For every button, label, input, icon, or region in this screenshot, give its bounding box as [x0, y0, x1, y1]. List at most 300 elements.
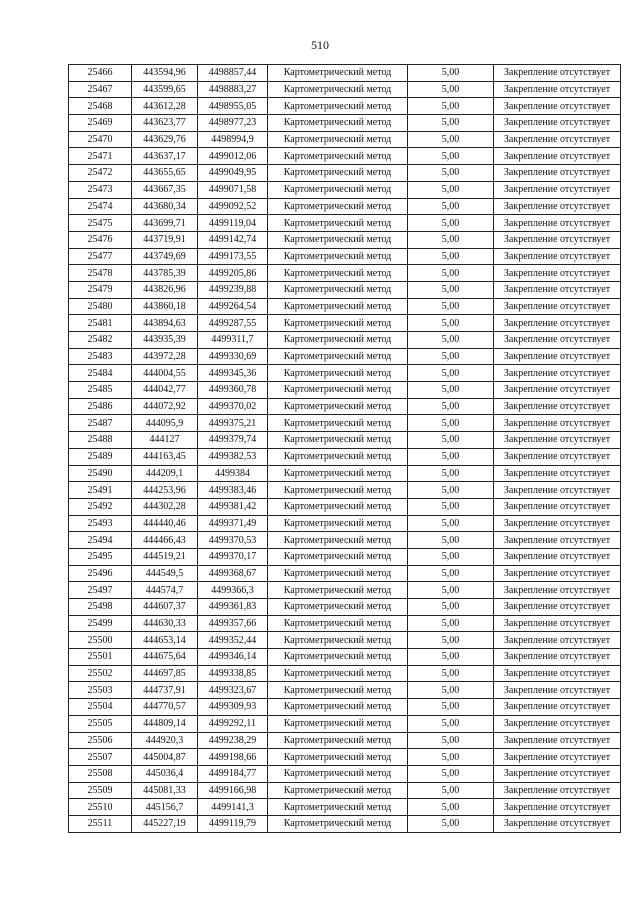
- y-coordinate-cell: 4499071,58: [198, 181, 268, 198]
- point-number-cell: 25486: [69, 398, 132, 415]
- fixing-description-cell: Закрепление отсутствует: [494, 482, 621, 499]
- table-row: [69, 532, 621, 549]
- table-row: [69, 732, 621, 749]
- accuracy-cell: 5,00: [408, 231, 494, 248]
- method-cell: Картометрический метод: [268, 515, 408, 532]
- y-coordinate-cell: 4499381,42: [198, 498, 268, 515]
- point-number-cell: 25509: [69, 782, 132, 799]
- method-cell: Картометрический метод: [268, 281, 408, 298]
- point-number-cell: 25473: [69, 181, 132, 198]
- accuracy-cell: 5,00: [408, 98, 494, 115]
- y-coordinate-cell: 4498994,9: [198, 131, 268, 148]
- x-coordinate-cell: 443594,96: [132, 65, 198, 82]
- fixing-description-cell: Закрепление отсутствует: [494, 715, 621, 732]
- table-row: [69, 782, 621, 799]
- table-row: [69, 515, 621, 532]
- method-cell: Картометрический метод: [268, 148, 408, 165]
- y-coordinate-cell: 4499345,36: [198, 365, 268, 382]
- accuracy-cell: 5,00: [408, 682, 494, 699]
- y-coordinate-cell: 4499346,14: [198, 649, 268, 666]
- table-row: [69, 432, 621, 449]
- point-number-cell: 25497: [69, 582, 132, 599]
- x-coordinate-cell: 443860,18: [132, 298, 198, 315]
- x-coordinate-cell: 444209,1: [132, 465, 198, 482]
- table-row: [69, 315, 621, 332]
- accuracy-cell: 5,00: [408, 649, 494, 666]
- point-number-cell: 25475: [69, 215, 132, 232]
- fixing-description-cell: Закрепление отсутствует: [494, 799, 621, 816]
- point-number-cell: 25468: [69, 98, 132, 115]
- fixing-description-cell: Закрепление отсутствует: [494, 749, 621, 766]
- fixing-description-cell: Закрепление отсутствует: [494, 448, 621, 465]
- x-coordinate-cell: 444770,57: [132, 699, 198, 716]
- fixing-description-cell: Закрепление отсутствует: [494, 432, 621, 449]
- fixing-description-cell: Закрепление отсутствует: [494, 615, 621, 632]
- table-row: [69, 599, 621, 616]
- table-row: [69, 165, 621, 182]
- accuracy-cell: 5,00: [408, 332, 494, 349]
- y-coordinate-cell: 4499361,83: [198, 599, 268, 616]
- method-cell: Картометрический метод: [268, 231, 408, 248]
- x-coordinate-cell: 445156,7: [132, 799, 198, 816]
- y-coordinate-cell: 4499338,85: [198, 665, 268, 682]
- x-coordinate-cell: 443935,39: [132, 332, 198, 349]
- fixing-description-cell: Закрепление отсутствует: [494, 515, 621, 532]
- table-row: [69, 799, 621, 816]
- x-coordinate-cell: 444163,45: [132, 448, 198, 465]
- method-cell: Картометрический метод: [268, 715, 408, 732]
- x-coordinate-cell: 445004,87: [132, 749, 198, 766]
- method-cell: Картометрический метод: [268, 582, 408, 599]
- method-cell: Картометрический метод: [268, 115, 408, 132]
- y-coordinate-cell: 4499352,44: [198, 632, 268, 649]
- accuracy-cell: 5,00: [408, 782, 494, 799]
- fixing-description-cell: Закрепление отсутствует: [494, 465, 621, 482]
- fixing-description-cell: Закрепление отсутствует: [494, 315, 621, 332]
- accuracy-cell: 5,00: [408, 482, 494, 499]
- y-coordinate-cell: 4499370,02: [198, 398, 268, 415]
- table-row: [69, 498, 621, 515]
- table-row: [69, 582, 621, 599]
- point-number-cell: 25476: [69, 231, 132, 248]
- table-row: [69, 465, 621, 482]
- y-coordinate-cell: 4499049,95: [198, 165, 268, 182]
- point-number-cell: 25478: [69, 265, 132, 282]
- point-number-cell: 25506: [69, 732, 132, 749]
- x-coordinate-cell: 444549,5: [132, 565, 198, 582]
- fixing-description-cell: Закрепление отсутствует: [494, 165, 621, 182]
- fixing-description-cell: Закрепление отсутствует: [494, 532, 621, 549]
- y-coordinate-cell: 4499360,78: [198, 382, 268, 399]
- fixing-description-cell: Закрепление отсутствует: [494, 348, 621, 365]
- x-coordinate-cell: 444653,14: [132, 632, 198, 649]
- table-row: [69, 181, 621, 198]
- y-coordinate-cell: 4499384: [198, 465, 268, 482]
- x-coordinate-cell: 443637,17: [132, 148, 198, 165]
- method-cell: Картометрический метод: [268, 382, 408, 399]
- accuracy-cell: 5,00: [408, 415, 494, 432]
- fixing-description-cell: Закрепление отсутствует: [494, 732, 621, 749]
- point-number-cell: 25490: [69, 465, 132, 482]
- table-row: [69, 415, 621, 432]
- accuracy-cell: 5,00: [408, 365, 494, 382]
- fixing-description-cell: Закрепление отсутствует: [494, 548, 621, 565]
- table-row: [69, 215, 621, 232]
- y-coordinate-cell: 4498883,27: [198, 81, 268, 98]
- table-row: [69, 632, 621, 649]
- point-number-cell: 25487: [69, 415, 132, 432]
- y-coordinate-cell: 4499173,55: [198, 248, 268, 265]
- table-row: [69, 298, 621, 315]
- y-coordinate-cell: 4499357,66: [198, 615, 268, 632]
- x-coordinate-cell: 444675,64: [132, 649, 198, 666]
- x-coordinate-cell: 443749,69: [132, 248, 198, 265]
- x-coordinate-cell: 443599,65: [132, 81, 198, 98]
- x-coordinate-cell: 443629,76: [132, 131, 198, 148]
- point-number-cell: 25471: [69, 148, 132, 165]
- point-number-cell: 25505: [69, 715, 132, 732]
- method-cell: Картометрический метод: [268, 198, 408, 215]
- fixing-description-cell: Закрепление отсутствует: [494, 81, 621, 98]
- x-coordinate-cell: 443719,91: [132, 231, 198, 248]
- table-row: [69, 332, 621, 349]
- point-number-cell: 25510: [69, 799, 132, 816]
- fixing-description-cell: Закрепление отсутствует: [494, 398, 621, 415]
- accuracy-cell: 5,00: [408, 665, 494, 682]
- accuracy-cell: 5,00: [408, 599, 494, 616]
- y-coordinate-cell: 4499239,88: [198, 281, 268, 298]
- point-number-cell: 25499: [69, 615, 132, 632]
- method-cell: Картометрический метод: [268, 365, 408, 382]
- point-number-cell: 25467: [69, 81, 132, 98]
- point-number-cell: 25493: [69, 515, 132, 532]
- point-number-cell: 25496: [69, 565, 132, 582]
- point-number-cell: 25466: [69, 65, 132, 82]
- point-number-cell: 25498: [69, 599, 132, 616]
- accuracy-cell: 5,00: [408, 615, 494, 632]
- fixing-description-cell: Закрепление отсутствует: [494, 699, 621, 716]
- x-coordinate-cell: 443655,65: [132, 165, 198, 182]
- point-number-cell: 25482: [69, 332, 132, 349]
- fixing-description-cell: Закрепление отсутствует: [494, 148, 621, 165]
- accuracy-cell: 5,00: [408, 582, 494, 599]
- method-cell: Картометрический метод: [268, 248, 408, 265]
- x-coordinate-cell: 444302,28: [132, 498, 198, 515]
- fixing-description-cell: Закрепление отсутствует: [494, 281, 621, 298]
- x-coordinate-cell: 444440,46: [132, 515, 198, 532]
- y-coordinate-cell: 4499375,21: [198, 415, 268, 432]
- table-row: [69, 448, 621, 465]
- method-cell: Картометрический метод: [268, 599, 408, 616]
- table-row: [69, 565, 621, 582]
- method-cell: Картометрический метод: [268, 799, 408, 816]
- x-coordinate-cell: 444466,43: [132, 532, 198, 549]
- point-number-cell: 25484: [69, 365, 132, 382]
- accuracy-cell: 5,00: [408, 131, 494, 148]
- accuracy-cell: 5,00: [408, 398, 494, 415]
- table-row: [69, 131, 621, 148]
- method-cell: Картометрический метод: [268, 165, 408, 182]
- table-row: [69, 281, 621, 298]
- accuracy-cell: 5,00: [408, 765, 494, 782]
- x-coordinate-cell: 443894,63: [132, 315, 198, 332]
- point-number-cell: 25469: [69, 115, 132, 132]
- method-cell: Картометрический метод: [268, 699, 408, 716]
- x-coordinate-cell: 443623,77: [132, 115, 198, 132]
- y-coordinate-cell: 4499368,67: [198, 565, 268, 582]
- fixing-description-cell: Закрепление отсутствует: [494, 632, 621, 649]
- method-cell: Картометрический метод: [268, 665, 408, 682]
- x-coordinate-cell: 444630,33: [132, 615, 198, 632]
- table-row: [69, 248, 621, 265]
- accuracy-cell: 5,00: [408, 265, 494, 282]
- table-row: [69, 749, 621, 766]
- y-coordinate-cell: 4499238,29: [198, 732, 268, 749]
- y-coordinate-cell: 4499371,49: [198, 515, 268, 532]
- method-cell: Картометрический метод: [268, 332, 408, 349]
- y-coordinate-cell: 4499287,55: [198, 315, 268, 332]
- accuracy-cell: 5,00: [408, 732, 494, 749]
- point-number-cell: 25504: [69, 699, 132, 716]
- table-row: [69, 348, 621, 365]
- x-coordinate-cell: 444697,85: [132, 665, 198, 682]
- fixing-description-cell: Закрепление отсутствует: [494, 365, 621, 382]
- table-row: [69, 65, 621, 82]
- y-coordinate-cell: 4499370,17: [198, 548, 268, 565]
- x-coordinate-cell: 444920,3: [132, 732, 198, 749]
- method-cell: Картометрический метод: [268, 682, 408, 699]
- accuracy-cell: 5,00: [408, 532, 494, 549]
- y-coordinate-cell: 4499330,69: [198, 348, 268, 365]
- x-coordinate-cell: 443826,96: [132, 281, 198, 298]
- x-coordinate-cell: 444095,9: [132, 415, 198, 432]
- accuracy-cell: 5,00: [408, 565, 494, 582]
- method-cell: Картометрический метод: [268, 98, 408, 115]
- point-number-cell: 25470: [69, 131, 132, 148]
- x-coordinate-cell: 444253,96: [132, 482, 198, 499]
- table-row: [69, 649, 621, 666]
- point-number-cell: 25481: [69, 315, 132, 332]
- y-coordinate-cell: 4499119,79: [198, 815, 268, 832]
- x-coordinate-cell: 443680,34: [132, 198, 198, 215]
- y-coordinate-cell: 4499370,53: [198, 532, 268, 549]
- fixing-description-cell: Закрепление отсутствует: [494, 815, 621, 832]
- point-number-cell: 25501: [69, 649, 132, 666]
- y-coordinate-cell: 4499379,74: [198, 432, 268, 449]
- fixing-description-cell: Закрепление отсутствует: [494, 765, 621, 782]
- y-coordinate-cell: 4499205,86: [198, 265, 268, 282]
- x-coordinate-cell: 444607,37: [132, 599, 198, 616]
- x-coordinate-cell: 445081,33: [132, 782, 198, 799]
- accuracy-cell: 5,00: [408, 248, 494, 265]
- point-number-cell: 25508: [69, 765, 132, 782]
- table-row: [69, 98, 621, 115]
- fixing-description-cell: Закрепление отсутствует: [494, 115, 621, 132]
- y-coordinate-cell: 4499292,11: [198, 715, 268, 732]
- x-coordinate-cell: 445227,19: [132, 815, 198, 832]
- table-body: [69, 65, 621, 833]
- table-row: [69, 615, 621, 632]
- fixing-description-cell: Закрепление отсутствует: [494, 599, 621, 616]
- accuracy-cell: 5,00: [408, 498, 494, 515]
- x-coordinate-cell: 444809,14: [132, 715, 198, 732]
- coordinates-table: [68, 64, 621, 833]
- method-cell: Картометрический метод: [268, 632, 408, 649]
- point-number-cell: 25477: [69, 248, 132, 265]
- method-cell: Картометрический метод: [268, 315, 408, 332]
- method-cell: Картометрический метод: [268, 131, 408, 148]
- accuracy-cell: 5,00: [408, 315, 494, 332]
- y-coordinate-cell: 4499198,66: [198, 749, 268, 766]
- y-coordinate-cell: 4499311,7: [198, 332, 268, 349]
- method-cell: Картометрический метод: [268, 265, 408, 282]
- y-coordinate-cell: 4499092,52: [198, 198, 268, 215]
- method-cell: Картометрический метод: [268, 782, 408, 799]
- x-coordinate-cell: 444042,77: [132, 382, 198, 399]
- point-number-cell: 25500: [69, 632, 132, 649]
- x-coordinate-cell: 443699,71: [132, 215, 198, 232]
- table-row: [69, 231, 621, 248]
- accuracy-cell: 5,00: [408, 465, 494, 482]
- accuracy-cell: 5,00: [408, 115, 494, 132]
- table-row: [69, 682, 621, 699]
- accuracy-cell: 5,00: [408, 749, 494, 766]
- point-number-cell: 25502: [69, 665, 132, 682]
- fixing-description-cell: Закрепление отсутствует: [494, 649, 621, 666]
- method-cell: Картометрический метод: [268, 415, 408, 432]
- y-coordinate-cell: 4499166,98: [198, 782, 268, 799]
- y-coordinate-cell: 4498955,05: [198, 98, 268, 115]
- table-row: [69, 665, 621, 682]
- point-number-cell: 25485: [69, 382, 132, 399]
- y-coordinate-cell: 4499323,67: [198, 682, 268, 699]
- x-coordinate-cell: 443667,35: [132, 181, 198, 198]
- method-cell: Картометрический метод: [268, 348, 408, 365]
- y-coordinate-cell: 4499119,04: [198, 215, 268, 232]
- method-cell: Картометрический метод: [268, 498, 408, 515]
- table-row: [69, 715, 621, 732]
- fixing-description-cell: Закрепление отсутствует: [494, 215, 621, 232]
- fixing-description-cell: Закрепление отсутствует: [494, 565, 621, 582]
- point-number-cell: 25491: [69, 482, 132, 499]
- y-coordinate-cell: 4498977,23: [198, 115, 268, 132]
- method-cell: Картометрический метод: [268, 565, 408, 582]
- fixing-description-cell: Закрепление отсутствует: [494, 415, 621, 432]
- x-coordinate-cell: 444519,21: [132, 548, 198, 565]
- method-cell: Картометрический метод: [268, 749, 408, 766]
- accuracy-cell: 5,00: [408, 632, 494, 649]
- method-cell: Картометрический метод: [268, 81, 408, 98]
- fixing-description-cell: Закрепление отсутствует: [494, 65, 621, 82]
- table-row: [69, 198, 621, 215]
- accuracy-cell: 5,00: [408, 348, 494, 365]
- point-number-cell: 25507: [69, 749, 132, 766]
- y-coordinate-cell: 4499309,93: [198, 699, 268, 716]
- y-coordinate-cell: 4499142,74: [198, 231, 268, 248]
- method-cell: Картометрический метод: [268, 482, 408, 499]
- method-cell: Картометрический метод: [268, 765, 408, 782]
- y-coordinate-cell: 4499366,3: [198, 582, 268, 599]
- point-number-cell: 25488: [69, 432, 132, 449]
- fixing-description-cell: Закрепление отсутствует: [494, 265, 621, 282]
- y-coordinate-cell: 4499382,53: [198, 448, 268, 465]
- fixing-description-cell: Закрепление отсутствует: [494, 198, 621, 215]
- point-number-cell: 25479: [69, 281, 132, 298]
- fixing-description-cell: Закрепление отсутствует: [494, 498, 621, 515]
- table-row: [69, 815, 621, 832]
- method-cell: Картометрический метод: [268, 298, 408, 315]
- method-cell: Картометрический метод: [268, 215, 408, 232]
- table-row: [69, 365, 621, 382]
- point-number-cell: 25494: [69, 532, 132, 549]
- y-coordinate-cell: 4499141,3: [198, 799, 268, 816]
- point-number-cell: 25480: [69, 298, 132, 315]
- fixing-description-cell: Закрепление отсутствует: [494, 298, 621, 315]
- accuracy-cell: 5,00: [408, 699, 494, 716]
- accuracy-cell: 5,00: [408, 281, 494, 298]
- y-coordinate-cell: 4498857,44: [198, 65, 268, 82]
- point-number-cell: 25472: [69, 165, 132, 182]
- accuracy-cell: 5,00: [408, 181, 494, 198]
- method-cell: Картометрический метод: [268, 649, 408, 666]
- accuracy-cell: 5,00: [408, 448, 494, 465]
- point-number-cell: 25474: [69, 198, 132, 215]
- x-coordinate-cell: 444004,55: [132, 365, 198, 382]
- accuracy-cell: 5,00: [408, 215, 494, 232]
- table-row: [69, 115, 621, 132]
- accuracy-cell: 5,00: [408, 799, 494, 816]
- point-number-cell: 25511: [69, 815, 132, 832]
- point-number-cell: 25489: [69, 448, 132, 465]
- fixing-description-cell: Закрепление отсутствует: [494, 382, 621, 399]
- fixing-description-cell: Закрепление отсутствует: [494, 332, 621, 349]
- accuracy-cell: 5,00: [408, 432, 494, 449]
- method-cell: Картометрический метод: [268, 615, 408, 632]
- accuracy-cell: 5,00: [408, 548, 494, 565]
- y-coordinate-cell: 4499184,77: [198, 765, 268, 782]
- fixing-description-cell: Закрепление отсутствует: [494, 782, 621, 799]
- accuracy-cell: 5,00: [408, 198, 494, 215]
- accuracy-cell: 5,00: [408, 165, 494, 182]
- x-coordinate-cell: 444072,92: [132, 398, 198, 415]
- method-cell: Картометрический метод: [268, 532, 408, 549]
- fixing-description-cell: Закрепление отсутствует: [494, 248, 621, 265]
- table-row: [69, 548, 621, 565]
- y-coordinate-cell: 4499383,46: [198, 482, 268, 499]
- table-row: [69, 765, 621, 782]
- point-number-cell: 25483: [69, 348, 132, 365]
- accuracy-cell: 5,00: [408, 715, 494, 732]
- fixing-description-cell: Закрепление отсутствует: [494, 665, 621, 682]
- x-coordinate-cell: 443785,39: [132, 265, 198, 282]
- x-coordinate-cell: 444574,7: [132, 582, 198, 599]
- x-coordinate-cell: 443972,28: [132, 348, 198, 365]
- point-number-cell: 25503: [69, 682, 132, 699]
- fixing-description-cell: Закрепление отсутствует: [494, 582, 621, 599]
- method-cell: Картометрический метод: [268, 181, 408, 198]
- table-row: [69, 265, 621, 282]
- fixing-description-cell: Закрепление отсутствует: [494, 181, 621, 198]
- x-coordinate-cell: 444127: [132, 432, 198, 449]
- fixing-description-cell: Закрепление отсутствует: [494, 682, 621, 699]
- table-row: [69, 81, 621, 98]
- method-cell: Картометрический метод: [268, 465, 408, 482]
- method-cell: Картометрический метод: [268, 548, 408, 565]
- accuracy-cell: 5,00: [408, 515, 494, 532]
- fixing-description-cell: Закрепление отсутствует: [494, 131, 621, 148]
- fixing-description-cell: Закрепление отсутствует: [494, 231, 621, 248]
- method-cell: Картометрический метод: [268, 432, 408, 449]
